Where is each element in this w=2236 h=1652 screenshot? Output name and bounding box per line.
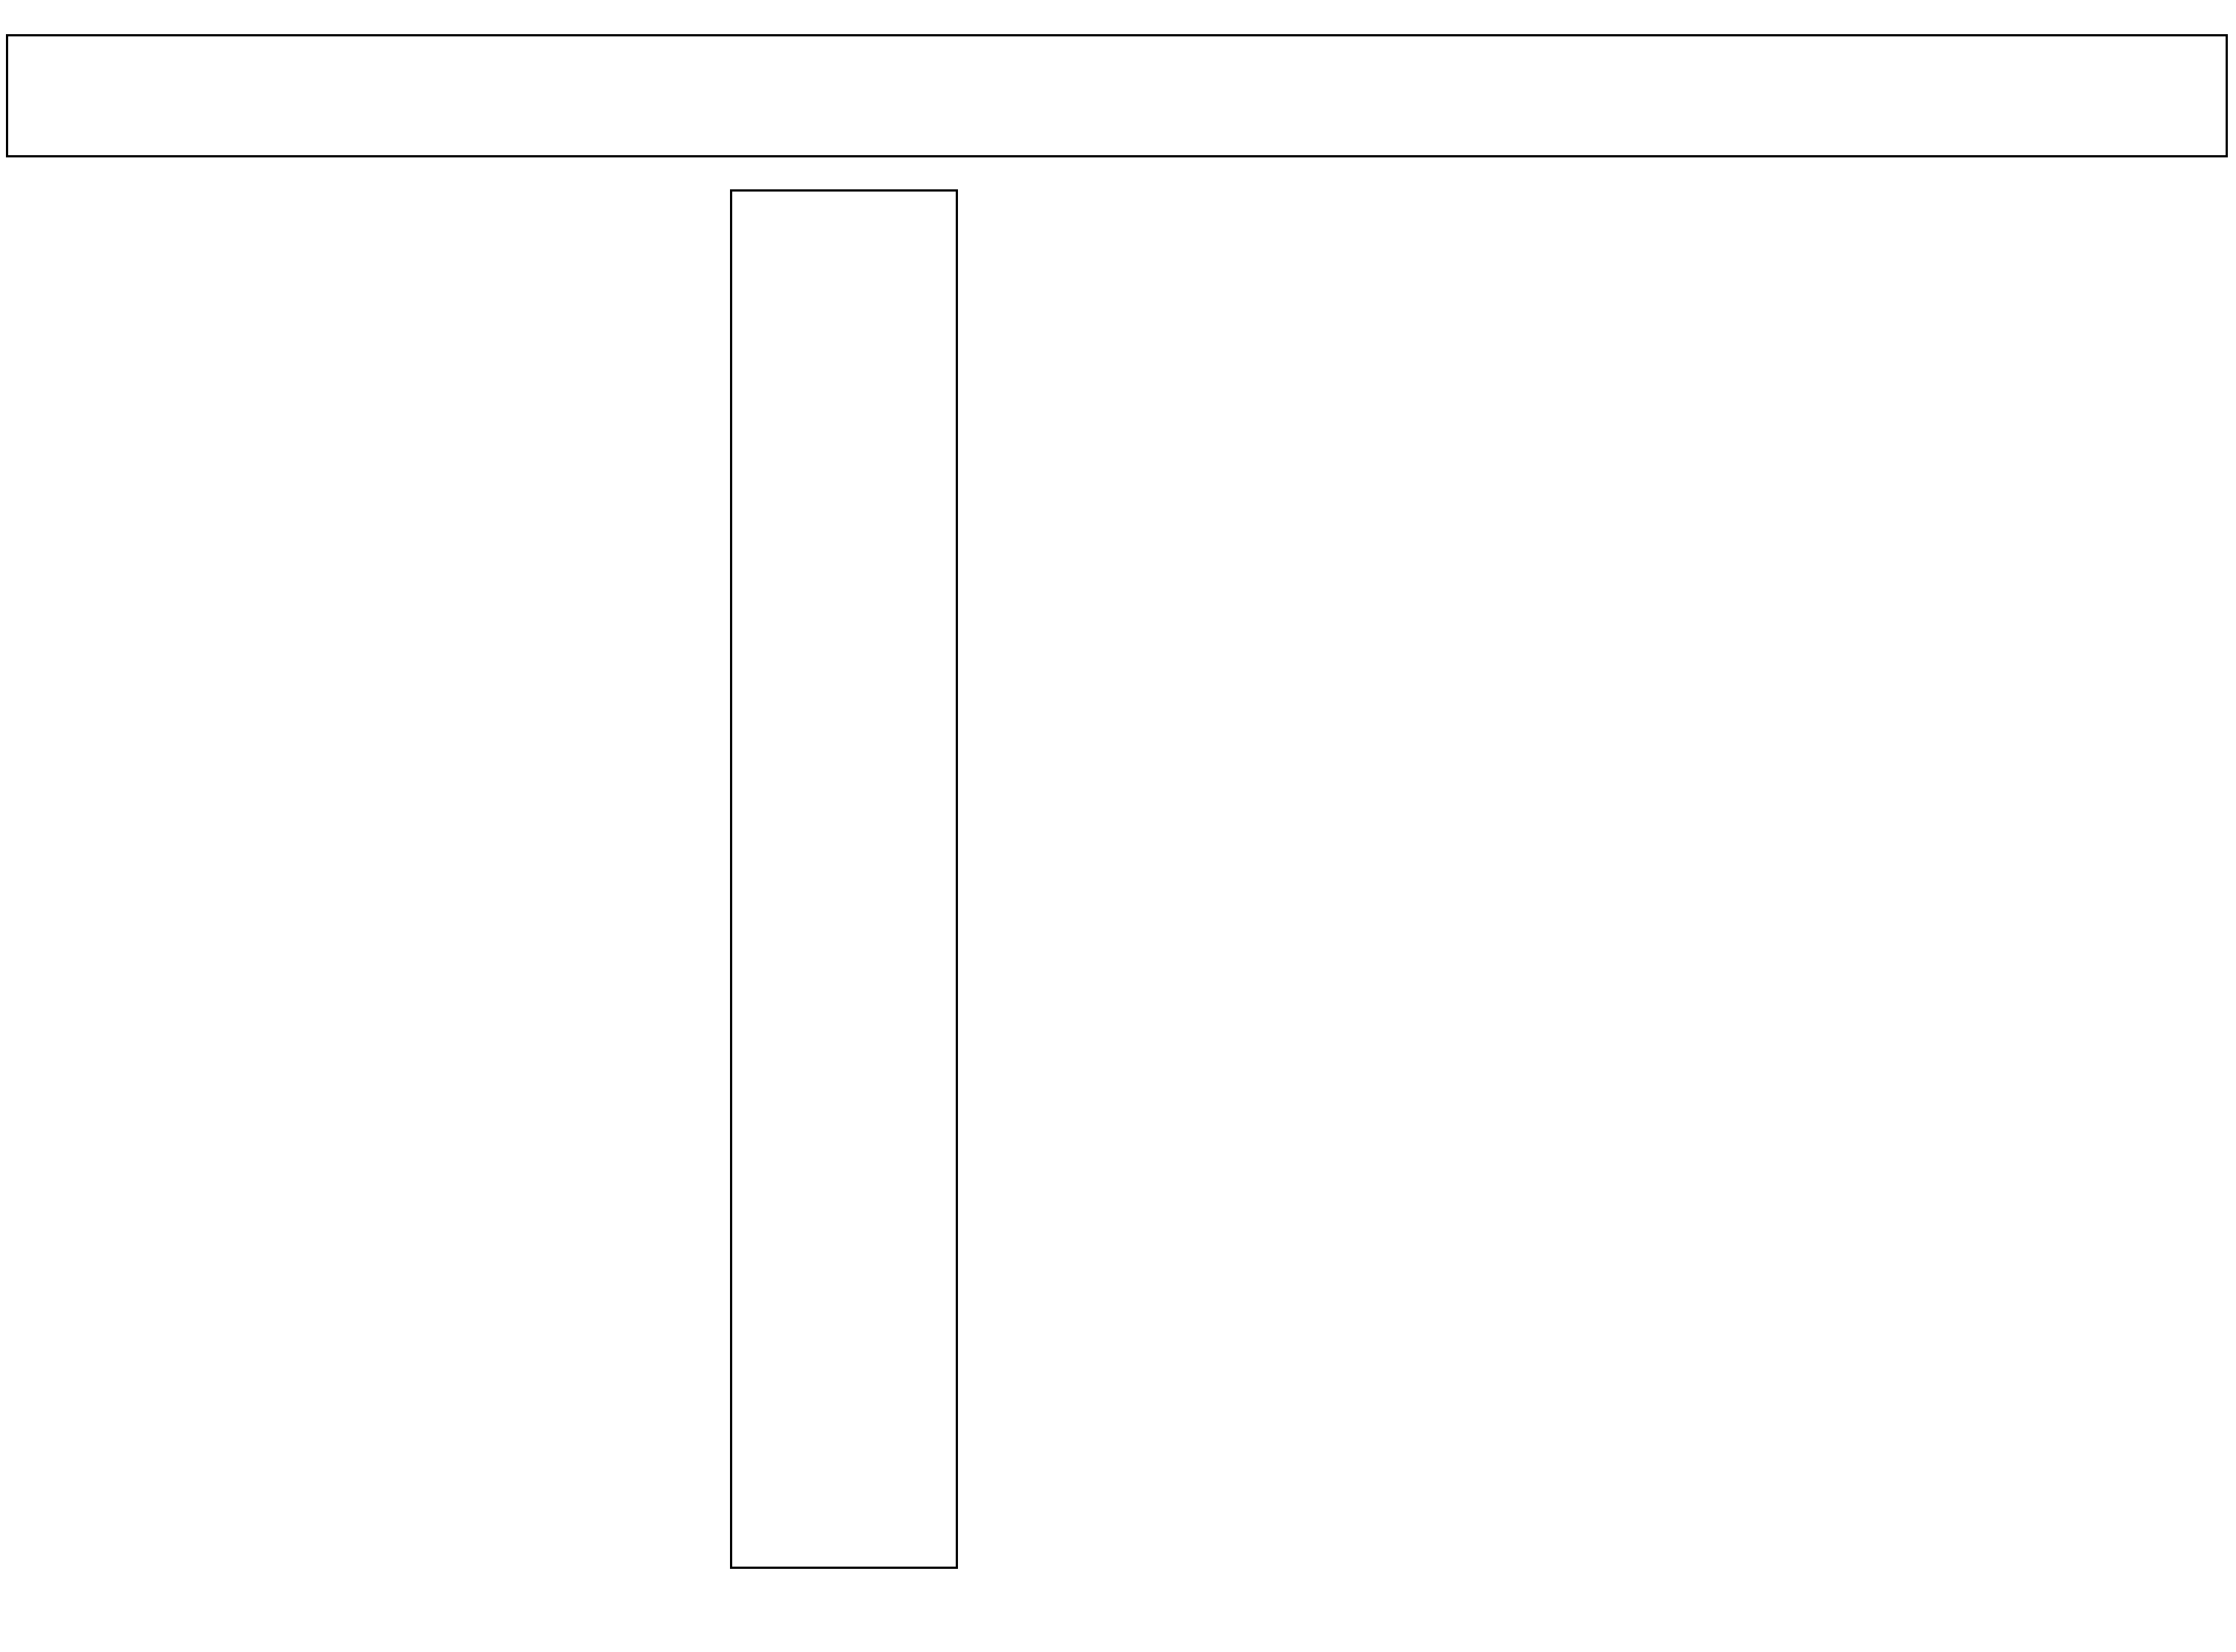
title-box	[6, 34, 2228, 157]
actuals-column-box	[730, 189, 958, 1569]
